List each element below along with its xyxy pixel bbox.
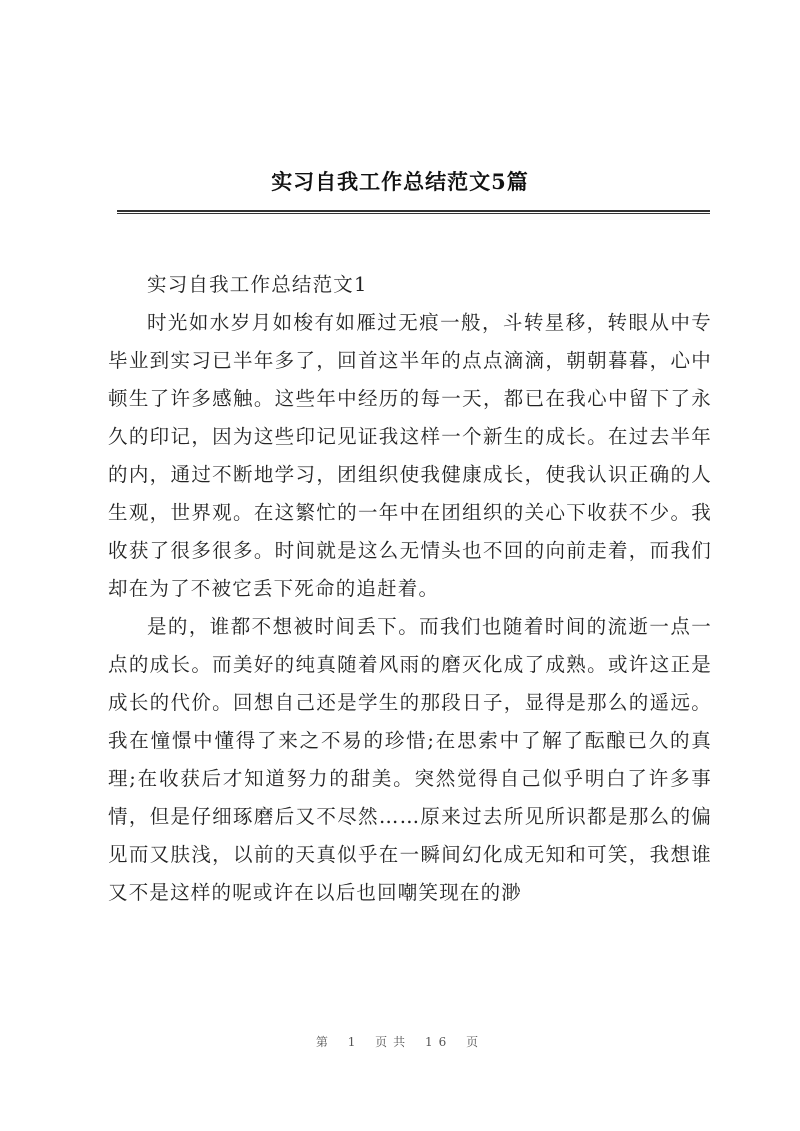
title-divider	[117, 210, 710, 214]
footer-page-number: 1	[347, 1035, 362, 1049]
body-paragraph-1: 时光如水岁月如梭有如雁过无痕一般，斗转星移，转眼从中专毕业到实习已半年多了，回首这半年的点点滴滴，朝朝暮暮，心中顿生了许多感触。这些年中经历的每一天，都已在我心中留下了永久的印记，因为这些印记见证我这样一个新生的成长。在过去半年的内，通过不断地学习，团组织使我健康成长，使我认识正确的人生观，世界观。在这繁忙的一年中在团组织的关心下收获不少。我收获了很多很多。时间就是这么无情头也不回的向前走着，而我们却在为了不被它丢下死命的追赶着。	[108, 311, 712, 600]
footer-page-total: 16	[425, 1035, 453, 1049]
section-heading: 实习自我工作总结范文1	[147, 273, 368, 296]
footer-page-middle: 页共	[375, 1035, 412, 1049]
document-title: 实习自我工作总结范文5篇	[271, 169, 529, 194]
document-body	[108, 266, 712, 912]
body-paragraph-2: 是的，谁都不想被时间丢下。而我们也随着时间的流逝一点一点的成长。而美好的纯真随着风雨的磨灭化成了成熟。或许这正是成长的代价。回想自己还是学生的那段日子，显得是那么的遥远。我在憧憬中懂得了来之不易的珍惜;在思索中了解了酝酿已久的真理;在收获后才知道努力的甜美。突然觉得自己似乎明白了许多事情，但是仔细琢磨后又不尽然……原来过去所见所识都是那么的偏见而又肤浅，以前的天真似乎在一瞬间幻化成无知和可笑，我想谁又不是这样的呢或许在以后也回嘲笑现在的渺	[108, 615, 712, 904]
footer-page-suffix: 页	[466, 1035, 485, 1049]
footer-page-prefix: 第	[315, 1035, 334, 1049]
page-footer	[0, 1033, 800, 1050]
